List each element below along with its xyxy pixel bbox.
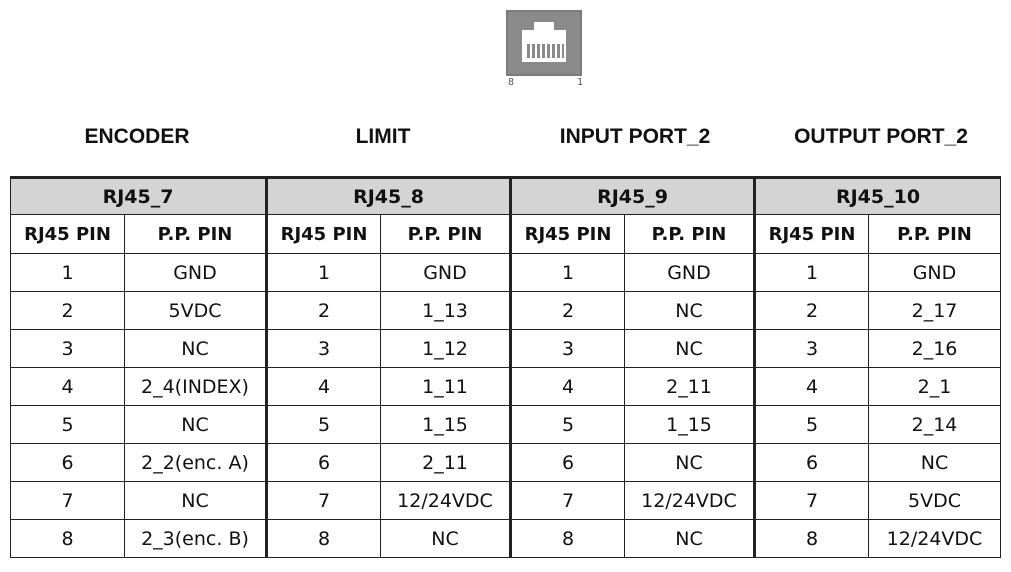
table-cell: 2_4(INDEX) bbox=[125, 368, 267, 406]
table-row bbox=[11, 520, 1001, 558]
table-cell: 1 bbox=[267, 254, 381, 292]
section-title-input-port-2: INPUT PORT_2 bbox=[559, 125, 711, 148]
table-cell: 2_11 bbox=[381, 444, 511, 482]
table-cell: 4 bbox=[511, 368, 625, 406]
table-cell: GND bbox=[869, 254, 1001, 292]
table-cell: 4 bbox=[11, 368, 125, 406]
table-cell: 5 bbox=[11, 406, 125, 444]
table-cell: NC bbox=[125, 482, 267, 520]
section-title-encoder: ENCODER bbox=[84, 125, 190, 148]
table-cell: 6 bbox=[511, 444, 625, 482]
table-cell: NC bbox=[125, 330, 267, 368]
group-header-rj45-10: RJ45_10 bbox=[755, 178, 1001, 215]
table-cell: 2_2(enc. A) bbox=[125, 444, 267, 482]
table-cell: 1_11 bbox=[381, 368, 511, 406]
table-cell: 2_11 bbox=[625, 368, 755, 406]
table-cell: 5VDC bbox=[869, 482, 1001, 520]
column-header-pp-pin: P.P. PIN bbox=[869, 215, 1001, 254]
table-cell: 6 bbox=[11, 444, 125, 482]
table-cell: 2_1 bbox=[869, 368, 1001, 406]
table-cell: 7 bbox=[511, 482, 625, 520]
pin-label-8: 8 bbox=[508, 77, 515, 88]
table-cell: 1 bbox=[11, 254, 125, 292]
table-cell: 4 bbox=[755, 368, 869, 406]
table-cell: NC bbox=[625, 444, 755, 482]
column-header-pp-pin: P.P. PIN bbox=[381, 215, 511, 254]
table-cell: 5VDC bbox=[125, 292, 267, 330]
group-header-rj45-7: RJ45_7 bbox=[11, 178, 267, 215]
rj45-jack-icon bbox=[506, 10, 582, 76]
table-cell: 1_13 bbox=[381, 292, 511, 330]
table-cell: 2 bbox=[267, 292, 381, 330]
group-header-rj45-9: RJ45_9 bbox=[511, 178, 755, 215]
table-cell: 2 bbox=[755, 292, 869, 330]
table-cell: 3 bbox=[755, 330, 869, 368]
table-cell: 2_16 bbox=[869, 330, 1001, 368]
table-cell: 8 bbox=[267, 520, 381, 558]
table-cell: 12/24VDC bbox=[625, 482, 755, 520]
section-title-limit: LIMIT bbox=[355, 125, 411, 148]
table-cell: NC bbox=[625, 520, 755, 558]
table-row bbox=[11, 330, 1001, 368]
pin-label-1: 1 bbox=[577, 77, 584, 88]
column-header-rj45-pin: RJ45 PIN bbox=[267, 215, 381, 254]
table-cell: 1_15 bbox=[625, 406, 755, 444]
table-row bbox=[11, 368, 1001, 406]
table-cell: NC bbox=[625, 292, 755, 330]
table-cell: GND bbox=[381, 254, 511, 292]
table-row bbox=[11, 482, 1001, 520]
table-cell: 2 bbox=[11, 292, 125, 330]
column-header-rj45-pin: RJ45 PIN bbox=[755, 215, 869, 254]
table-cell: 6 bbox=[755, 444, 869, 482]
table-cell: GND bbox=[125, 254, 267, 292]
table-row bbox=[11, 254, 1001, 292]
table-row bbox=[11, 406, 1001, 444]
pinout-table bbox=[10, 176, 1001, 558]
section-title-output-port-2: OUTPUT PORT_2 bbox=[794, 125, 968, 148]
table-cell: NC bbox=[125, 406, 267, 444]
table-cell: 2_14 bbox=[869, 406, 1001, 444]
table-cell: 6 bbox=[267, 444, 381, 482]
table-cell: 5 bbox=[755, 406, 869, 444]
table-cell: 5 bbox=[267, 406, 381, 444]
table-cell: 2 bbox=[511, 292, 625, 330]
table-cell: 5 bbox=[511, 406, 625, 444]
table-row bbox=[11, 444, 1001, 482]
column-header-row bbox=[11, 215, 1001, 254]
table-cell: 7 bbox=[11, 482, 125, 520]
table-cell: 1 bbox=[511, 254, 625, 292]
table-cell: 1_12 bbox=[381, 330, 511, 368]
table-row bbox=[11, 292, 1001, 330]
table-cell: 8 bbox=[511, 520, 625, 558]
table-cell: 3 bbox=[267, 330, 381, 368]
column-header-pp-pin: P.P. PIN bbox=[625, 215, 755, 254]
table-cell: 12/24VDC bbox=[381, 482, 511, 520]
table-cell: 4 bbox=[267, 368, 381, 406]
table-cell: 1_15 bbox=[381, 406, 511, 444]
table-cell: 2_3(enc. B) bbox=[125, 520, 267, 558]
table-cell: 3 bbox=[511, 330, 625, 368]
group-header-row bbox=[11, 178, 1001, 215]
table-cell: 2_17 bbox=[869, 292, 1001, 330]
table-cell: 1 bbox=[755, 254, 869, 292]
column-header-rj45-pin: RJ45 PIN bbox=[511, 215, 625, 254]
table-cell: NC bbox=[381, 520, 511, 558]
table-cell: 8 bbox=[11, 520, 125, 558]
table-cell: 12/24VDC bbox=[869, 520, 1001, 558]
column-header-rj45-pin: RJ45 PIN bbox=[11, 215, 125, 254]
table-cell: NC bbox=[625, 330, 755, 368]
table-cell: 3 bbox=[11, 330, 125, 368]
table-cell: 8 bbox=[755, 520, 869, 558]
table-cell: 7 bbox=[755, 482, 869, 520]
column-header-pp-pin: P.P. PIN bbox=[125, 215, 267, 254]
table-cell: 7 bbox=[267, 482, 381, 520]
table-cell: GND bbox=[625, 254, 755, 292]
group-header-rj45-8: RJ45_8 bbox=[267, 178, 511, 215]
table-cell: NC bbox=[869, 444, 1001, 482]
